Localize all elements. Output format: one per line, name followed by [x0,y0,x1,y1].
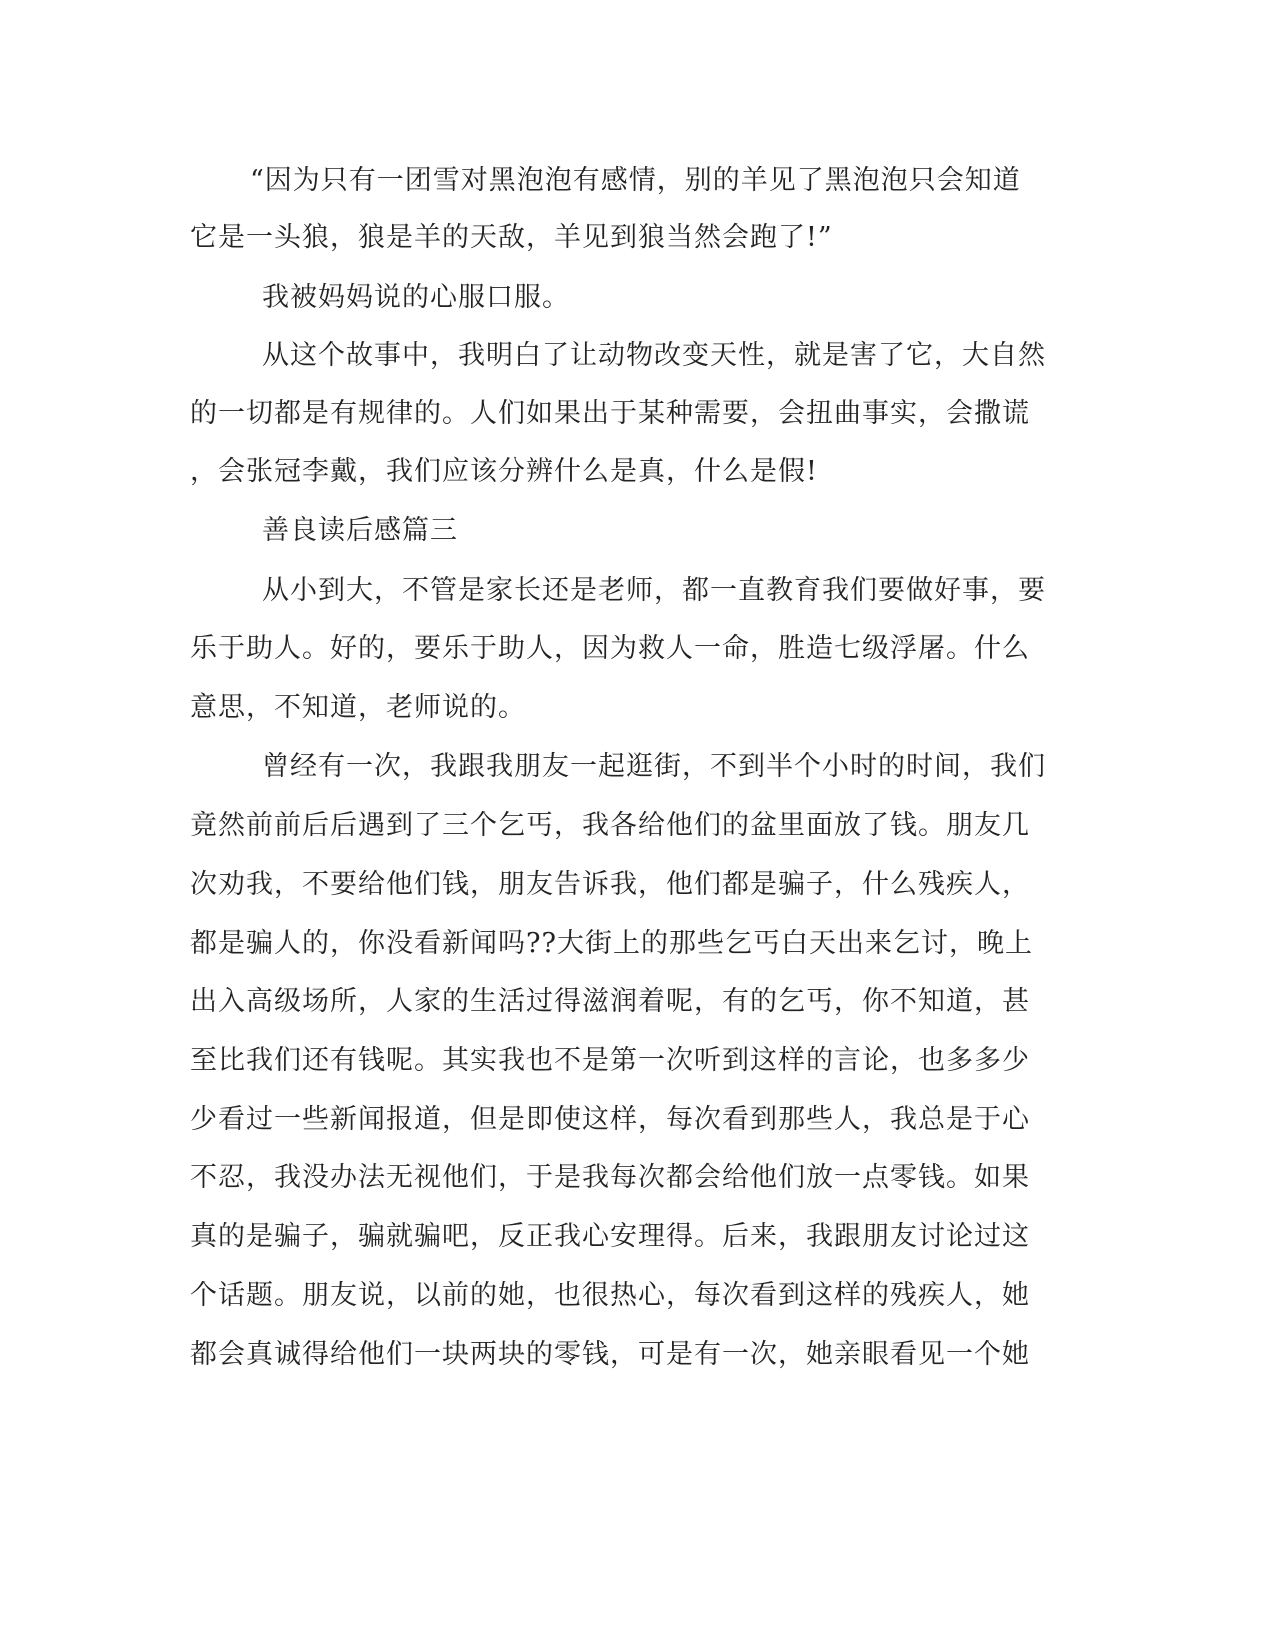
text-line-21: 都会真诚得给他们一块两块的零钱，可是有一次，她亲眼看见一个她 [190,1339,1030,1370]
text-line-14: 都是骗人的，你没看新闻吗??大街上的那些乞丐白天出来乞讨，晚上 [190,928,1033,959]
text-line-5: 的一切都是有规律的。人们如果出于某种需要，会扭曲事实，会撒谎 [190,398,1030,429]
text-line-8: 从小到大，不管是家长还是老师，都一直教育我们要做好事，要 [262,575,1046,606]
text-line-20: 个话题。朋友说，以前的她，也很热心，每次看到这样的残疾人，她 [190,1280,1030,1311]
text-line-6: ，会张冠李戴，我们应该分辨什么是真，什么是假! [190,456,818,487]
text-line-9: 乐于助人。好的，要乐于助人，因为救人一命，胜造七级浮屠。什么 [190,633,1030,664]
text-line-11: 曾经有一次，我跟我朋友一起逛街，不到半个小时的时间，我们 [262,751,1046,782]
text-line-3: 我被妈妈说的心服口服。 [262,282,570,313]
text-line-13: 次劝我，不要给他们钱，朋友告诉我，他们都是骗子，什么残疾人， [190,869,1030,900]
text-line-18: 不忍，我没办法无视他们，于是我每次都会给他们放一点零钱。如果 [190,1162,1030,1193]
text-line-4: 从这个故事中，我明白了让动物改变天性，就是害了它，大自然 [262,340,1046,371]
text-line-1: “因为只有一团雪对黑泡泡有感情，别的羊见了黑泡泡只会知道 [250,165,1021,196]
text-line-16: 至比我们还有钱呢。其实我也不是第一次听到这样的言论，也多多少 [190,1045,1030,1076]
text-line-12: 竟然前前后后遇到了三个乞丐，我各给他们的盆里面放了钱。朋友几 [190,810,1030,841]
text-line-17: 少看过一些新闻报道，但是即使这样，每次看到那些人，我总是于心 [190,1104,1030,1135]
text-line-10: 意思，不知道，老师说的。 [190,692,526,723]
text-line-2: 它是一头狼，狼是羊的天敌，羊见到狼当然会跑了!” [190,222,833,253]
section-heading: 善良读后感篇三 [262,515,458,546]
text-line-19: 真的是骗子，骗就骗吧，反正我心安理得。后来，我跟朋友讨论过这 [190,1221,1030,1252]
text-line-15: 出入高级场所，人家的生活过得滋润着呢，有的乞丐，你不知道，甚 [190,986,1030,1017]
